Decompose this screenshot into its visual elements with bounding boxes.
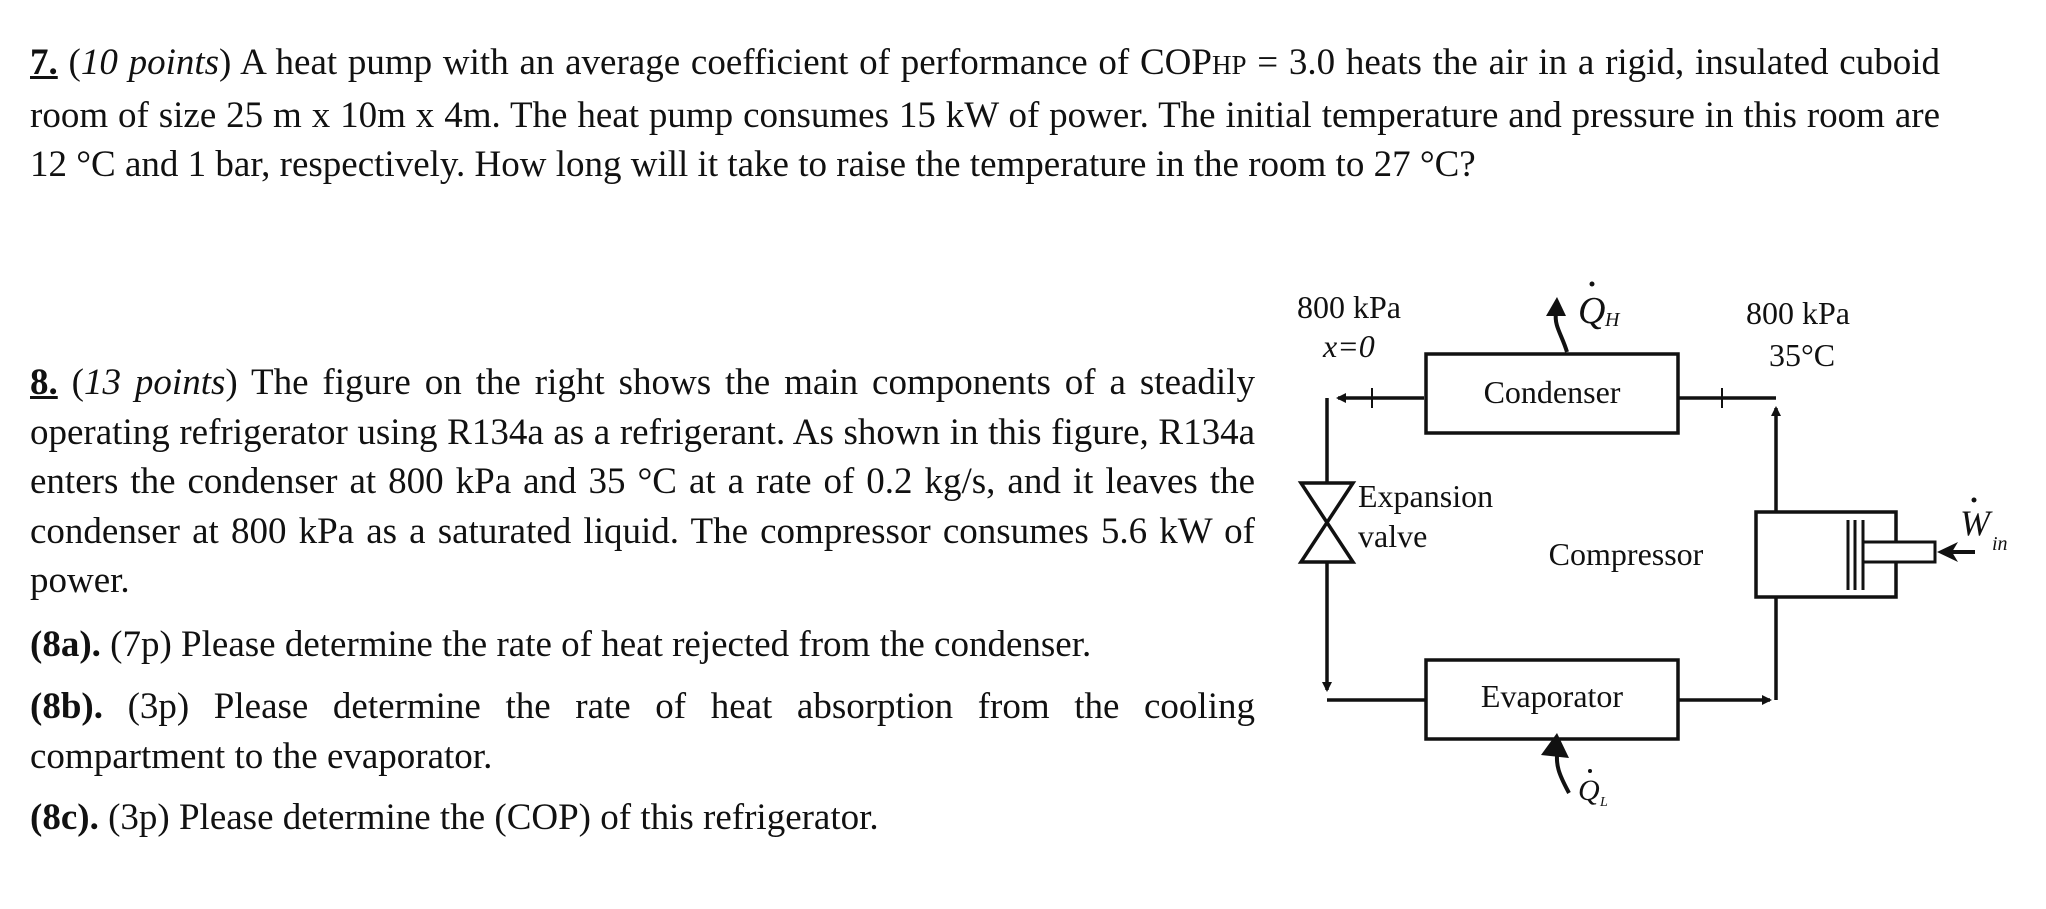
qh-symbol: Q <box>1578 290 1606 332</box>
question-7-number: 7. <box>30 42 58 83</box>
question-7-text-a: A heat pump with an average coefficient of performance of COP <box>231 42 1212 83</box>
condenser-label: Condenser <box>1483 374 1621 410</box>
left-quality-label: x=0 <box>1323 328 1375 364</box>
win-symbol: W <box>1960 503 1990 543</box>
question-8: 8. (13 points) The figure on the right shows the main components of a steadily operating refrigerator using R134a as a refrigerant. As shown in this figure, R134a enters the condenser at 800 kPa and 35 °C at a rate of 0.2 kg/s, and it leaves the condenser at 800 kPa as a saturated liquid. The compressor consumes 5.6 kW of power. <box>30 362 1255 601</box>
qh-subscript: H <box>1605 309 1620 331</box>
right-pressure-label: 800 kPa <box>1746 295 1850 331</box>
question-8a-text: (7p) Please determine the rate of heat rejected from the condenser. <box>100 624 1092 665</box>
question-8c-label: (8c). <box>30 797 99 838</box>
compressor-label: Compressor <box>1548 536 1704 572</box>
qh-dot <box>1590 282 1595 287</box>
expansion-valve-label-2: valve <box>1358 518 1428 554</box>
question-8b-text: (3p) Please determine the rate of heat absorption from the cooling compartment to the evaporator. <box>30 686 1255 777</box>
question-8-points: 13 points <box>84 362 226 403</box>
question-8a-label: (8a). <box>30 624 101 665</box>
question-8b-label: (8b). <box>30 686 103 727</box>
question-8c-text: (3p) Please determine the (COP) of this refrigerator. <box>98 797 879 838</box>
question-7-text-b: = 3.0 heats the air in a rigid, insulated cuboid room of size 25 m x 10m x 4m. The heat pump consumes 15 kW of power. The initial temperature and pressure in this room are 12 °C and 1 bar, respectively. How long will it take to raise the temperature in the room to 27 °C? <box>30 42 1940 185</box>
compressor-icon <box>1756 512 1935 597</box>
qh-arrow <box>1556 313 1567 352</box>
question-8-number: 8. <box>30 362 58 403</box>
question-7: 7. (10 points) A heat pump with an average coefficient of performance of COPHP = 3.0 heats the air in a rigid, insulated cuboid room of size 25 m x 10m x 4m. The heat pump consumes 15 kW of power. The initial temperature and pressure in this room are 12 °C and 1 bar, respectively. How long will it take to raise the temperature in the room to 27 °C? <box>30 42 1940 185</box>
win-dot <box>1972 498 1977 503</box>
ql-subscript: L <box>1600 795 1608 810</box>
evaporator-label: Evaporator <box>1480 678 1624 714</box>
expansion-valve-icon <box>1301 483 1353 562</box>
question-7-points: 10 points <box>80 42 220 83</box>
left-pressure-label: 800 kPa <box>1297 289 1401 325</box>
expansion-valve-label-1: Expansion <box>1358 478 1494 514</box>
ql-dot <box>1588 769 1592 773</box>
right-temperature-label: 35°C <box>1769 337 1836 373</box>
qh-arrowhead <box>1546 297 1566 316</box>
ql-symbol: Q <box>1578 774 1600 807</box>
win-subscript: in <box>1992 533 2008 555</box>
question-7-cop-subscript: HP <box>1211 50 1247 80</box>
question-8-text: The figure on the right shows the main components of a steadily operating refrigerator using R134a as a refrigerant. As shown in this figure, R134a enters the condenser at 800 kPa and 35 °C at a rate of 0.2 kg/s, and it leaves the condenser at 800 kPa as a saturated liquid. The compressor consumes 5.6 kW of power. <box>30 362 1255 601</box>
